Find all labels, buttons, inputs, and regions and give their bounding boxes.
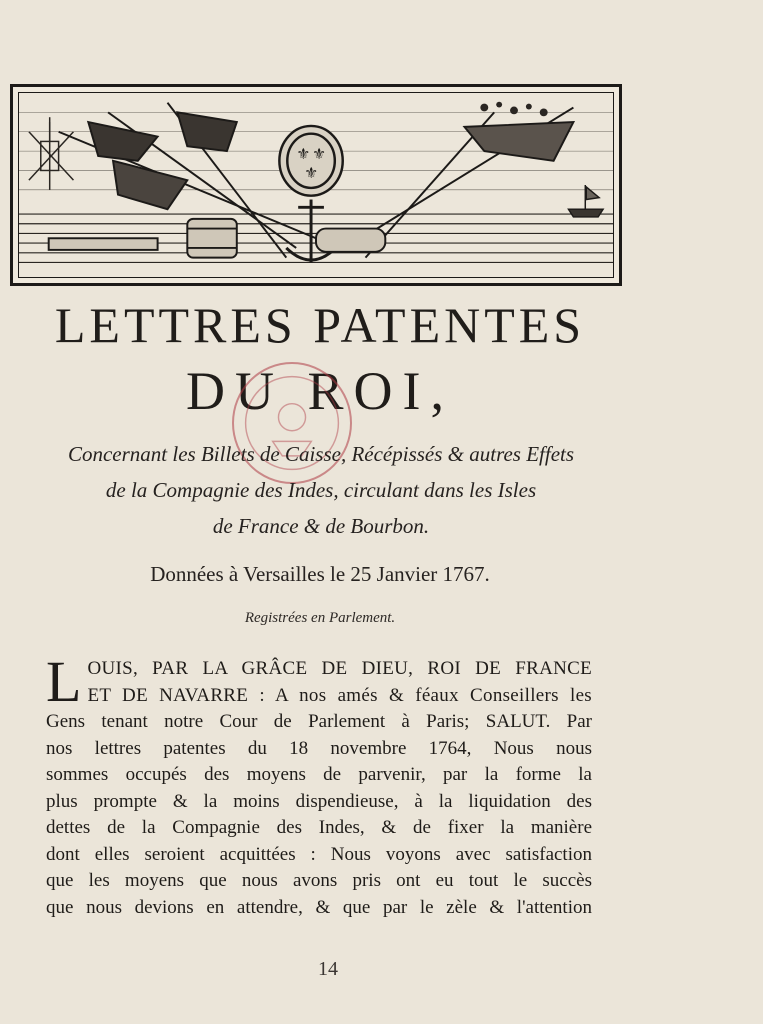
subtitle-line-1: Concernant les Billets de Caisse, Récépissés & autres Effets — [67, 442, 575, 466]
subtitle — [36, 436, 606, 544]
body-line: ET DE NAVARRE : A nos amés & féaux Conseillers les — [87, 684, 592, 706]
body-text — [46, 649, 592, 921]
svg-text:⚜: ⚜ — [304, 163, 319, 183]
svg-text:⚜: ⚜ — [312, 144, 327, 163]
body-line: OUIS, PAR LA GRÂCE DE DIEU, ROI DE FRANCE — [87, 658, 592, 679]
title-line-1: LETTRES PATENTES — [54, 297, 586, 353]
body-line: sommes occupés des moyens de parvenir, par la forme la — [46, 764, 592, 785]
body-line: plus prompte & la moins dispendieuse, à la liquidation des — [46, 790, 592, 812]
body-line: que nous devions en attendre, & que par le zèle & l'attention — [46, 896, 592, 918]
registration-note: Registrées en Parlement. — [244, 610, 396, 626]
subtitle-line-3: de France & de Bourbon. — [212, 514, 430, 538]
title-line-2: DU ROI, — [186, 361, 454, 421]
date-line: Données à Versailles le 25 Janvier 1767. — [150, 562, 490, 586]
woodcut-trophy-ornament-icon — [19, 93, 613, 277]
woodcut-headpiece — [10, 84, 622, 286]
body-line: dettes de la Compagnie des Indes, & de fixer la manière — [46, 817, 592, 838]
page-number: 14 — [318, 958, 338, 980]
body-line: nos lettres patentes du 18 novembre 1764, Nous nous — [46, 737, 592, 759]
body-line: que les moyens que nous avons pris ont eu tout le succès — [46, 870, 592, 891]
body-line: dont elles seroient acquittées : Nous voyons avec satisfaction — [46, 843, 592, 865]
svg-text:⚜: ⚜ — [296, 144, 311, 163]
drop-cap: L — [46, 649, 82, 714]
subtitle-line-2: de la Compagnie des Indes, circulant dans les Isles — [105, 478, 537, 502]
body-line: Gens tenant notre Cour de Parlement à Paris; SALUT. Par — [46, 711, 592, 732]
